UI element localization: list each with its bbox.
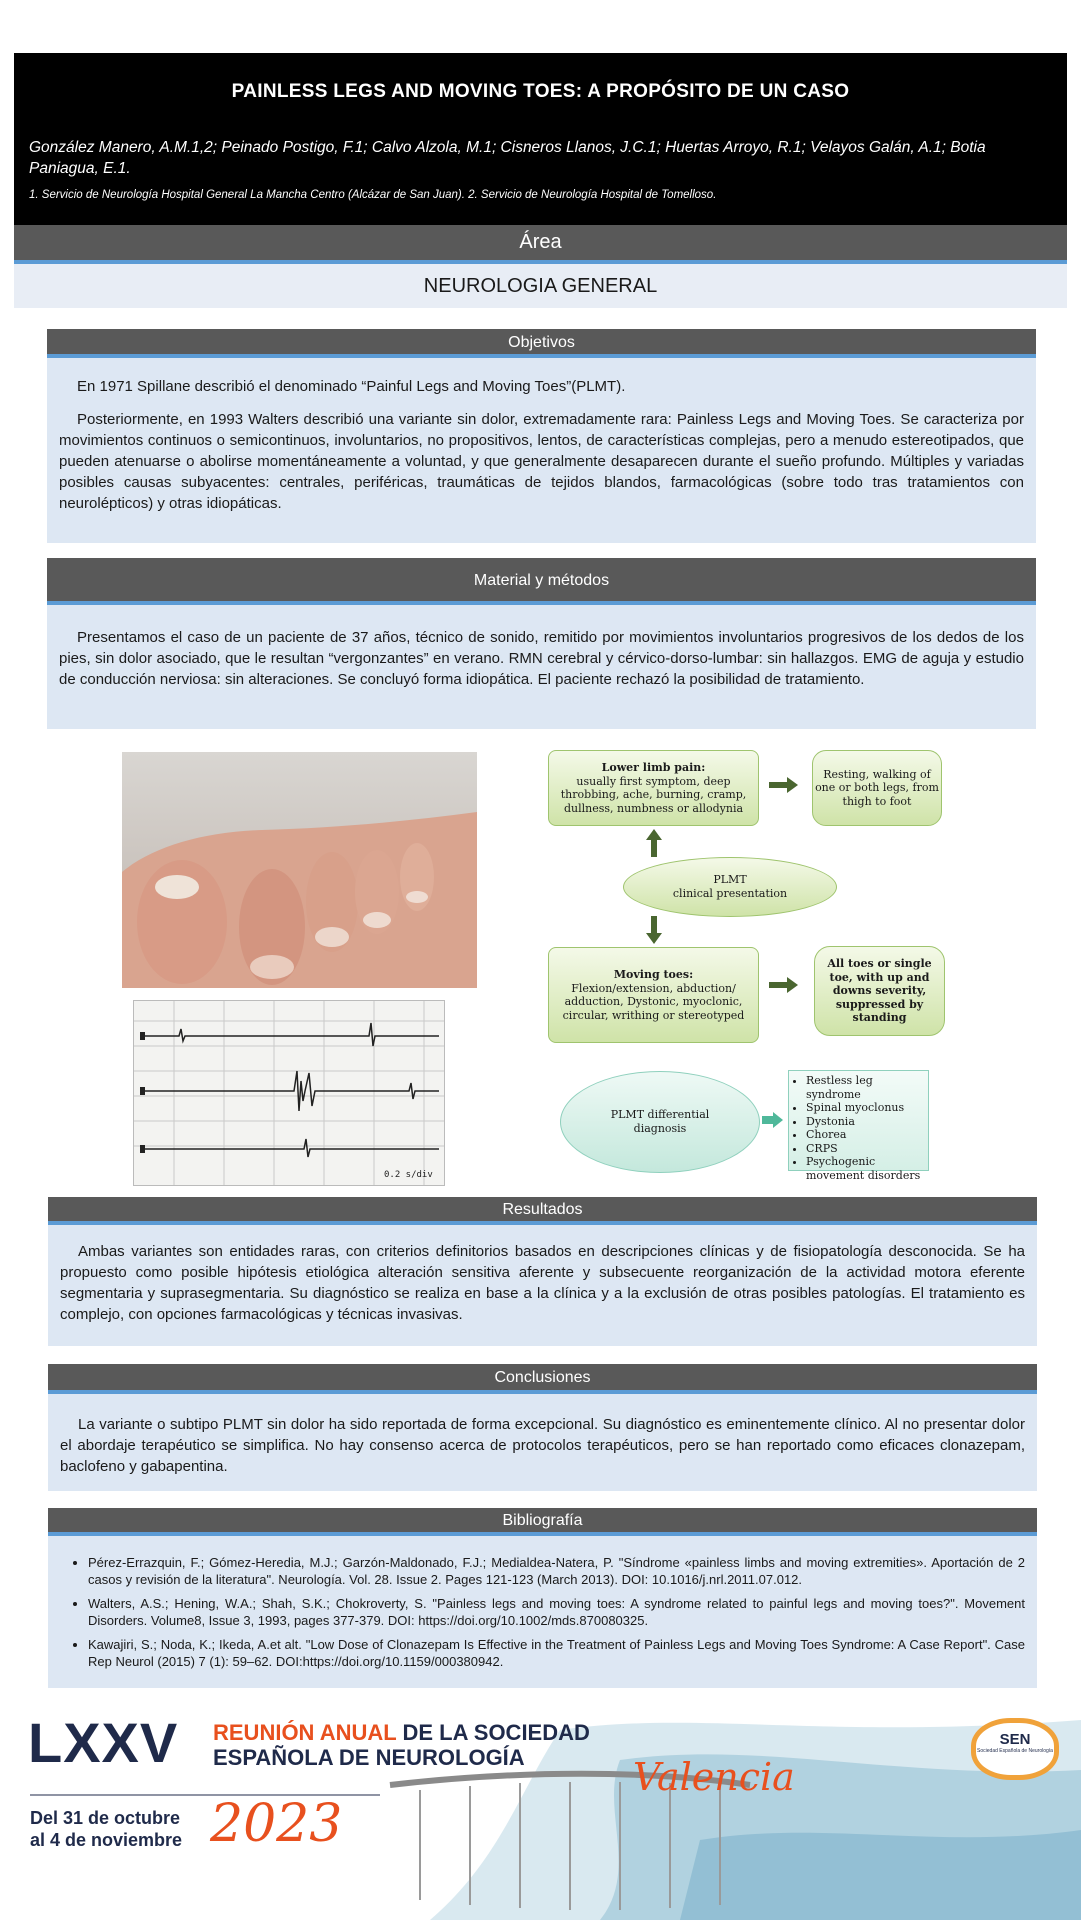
resultados-heading: Resultados <box>48 1197 1037 1225</box>
area-heading: Área <box>14 225 1067 264</box>
lower-limb-pain-title: Lower limb pain: <box>601 761 706 774</box>
arrow-right-icon <box>762 1112 784 1128</box>
resultados-paragraph: Ambas variantes son entidades raras, con criterios definitorios basados en descripciones clínicas y de fisiopatología desconocida. Se ha propuesto como posible hipótesis etiológica alteración sensitiva aferente y subsecuente reorganización de la actividad motora eferente segmentaria y suprasegmentaria. Su diagnóstico se realiza en base a la clínica y a la exclusión de otras posibles patologías. El tratamiento es complejo, con opciones farmacológicas y técnicas invasivas. <box>60 1243 1025 1323</box>
plmt-center-line1: PLMT <box>713 873 747 886</box>
emg-trace <box>133 1000 445 1186</box>
lower-limb-pain-box <box>548 750 759 826</box>
dd-item: • Dystonia <box>806 1115 924 1129</box>
material-body <box>47 605 1036 729</box>
moving-toes-text: Flexion/extension, abduction/ adduction, Dystonic, myoclonic, circular, writhing or stereotyped <box>562 981 745 1022</box>
conclusiones-paragraph: La variante o subtipo PLMT sin dolor ha sido reportada de forma excepcional. Su diagnóstico es eminentemente clínico. Al no presentar dolor el abordaje terapéutico se simplifica. No hay consenso acerca de protocolos terapéuticos, pero se han reportado como eficaces clonazepam, baclofeno y gabapentina. <box>60 1416 1025 1475</box>
arrow-down-icon <box>646 916 662 944</box>
material-heading: Material y métodos <box>47 558 1036 605</box>
congress-dates <box>30 1807 182 1851</box>
differential-diagnosis-title: PLMT differential diagnosis <box>610 1108 710 1135</box>
differential-diagnosis-ellipse <box>560 1071 760 1173</box>
reference-item: • Kawajiri, S.; Noda, K.; Ikeda, A.et alt. "Low Dose of Clonazepam Is Effective in the Treatment of Painless Legs and Moving Toes Syndrome: A Case Report". Case Rep Neurol (2015) 7 (1): 59–62. DOI:https://doi.org/10.1159/000380942. <box>88 1636 1025 1670</box>
arrow-right-icon <box>769 977 799 993</box>
area-value: NEUROLOGIA GENERAL <box>14 264 1067 308</box>
foot-photo <box>122 752 477 988</box>
arrow-up-icon <box>646 829 662 857</box>
plmt-center-line2: clinical presentation <box>672 887 788 900</box>
emg-graph <box>134 1001 444 1185</box>
bibliografia-body <box>48 1536 1037 1688</box>
emg-scale-label: 0.2 s/div <box>384 1170 433 1180</box>
dd-item: • Psychogenic movement disorders <box>806 1155 924 1182</box>
sen-logo-text: SEN <box>999 1731 1031 1748</box>
dd-item: • Spinal myoclonus <box>806 1101 924 1115</box>
objetivos-paragraph-2: Posteriormente, en 1993 Walters describió una variante sin dolor, extremadamente rara: Painless Legs and Moving Toes. Se caracteriza por movimientos continuos o semicontinuos, involuntarios, no propositivos, lentos, de características complejas, pero a menudo estereotipados, que pueden atenuarse o abolirse momentáneamente a voluntad, y que generalmente desaparecen durante el sueño profundo. Múltiples y variadas posibles causas subyacentes: centrales, periféricas, traumáticas de tejidos blandos, farmacológicas (sobre todo tras tratamientos con neurolépticos) y otras idiopáticas. <box>59 411 1024 512</box>
sen-logo-subtext: Sociedad Española de Neurología <box>977 1748 1053 1754</box>
objetivos-paragraph-1: En 1971 Spillane describió el denominado “Painful Legs and Moving Toes”(PLMT). <box>77 378 626 395</box>
congress-name-part-2: DE LA SOCIEDAD <box>402 1720 590 1745</box>
dates-line-1: Del 31 de octubre <box>30 1808 181 1828</box>
congress-banner <box>0 1700 1081 1920</box>
congress-name <box>213 1720 590 1770</box>
dd-item: • CRPS <box>806 1142 924 1156</box>
lower-limb-pain-text: usually first symptom, deep throbbing, ache, burning, cramp, dullness, numbness or allodynia <box>560 774 747 815</box>
congress-name-part-1: REUNIÓN ANUAL <box>213 1720 397 1745</box>
reference-item: • Pérez-Errazquin, F.; Gómez-Heredia, M.J.; Garzón-Maldonado, F.J.; Medialdea-Natera, P. "Síndrome «painless limbs and moving extremities». Aportación de 2 casos y revisión de la literatura". Neurología. Vol. 28. Issue 2. Pages 121-123 (March 2013). DOI: 10.1016/j.nrl.2011.07.012. <box>88 1554 1025 1588</box>
affiliations: 1. Servicio de Neurología Hospital General La Mancha Centro (Alcázar de San Juan). 2. Servicio de Neurología Hospital de Tomelloso. <box>29 189 717 201</box>
poster-header <box>14 53 1067 225</box>
reference-item: • Walters, A.S.; Hening, W.A.; Shah, S.K.; Chokroverty, S. "Painless legs and moving toes: A syndrome related to painful legs and moving toes?". Movement Disorders. Volume8, Issue 3, 1993, pages 377-379. DOI: https://doi.org/10.1002/mds.870080325. <box>88 1595 1025 1629</box>
conclusiones-body <box>48 1394 1037 1491</box>
edition-number: LXXV <box>28 1711 179 1774</box>
dates-line-2: al 4 de noviembre <box>30 1830 183 1850</box>
dd-item: • Chorea <box>806 1128 924 1142</box>
plmt-presentation-ellipse <box>623 857 837 917</box>
foot-illustration <box>122 752 477 988</box>
toes-site-text: All toes or single toe, with up and downs severity, suppressed by standing <box>827 957 932 1025</box>
objetivos-body <box>47 358 1036 543</box>
pain-site-box <box>812 750 942 826</box>
objetivos-heading: Objetivos <box>47 329 1036 358</box>
dd-item: • Restless leg syndrome <box>806 1074 924 1101</box>
congress-name-part-3: ESPAÑOLA DE NEUROLOGÍA <box>213 1745 525 1770</box>
differential-diagnosis-list <box>788 1070 929 1182</box>
moving-toes-box <box>548 947 759 1043</box>
moving-toes-title: Moving toes: <box>613 968 694 981</box>
material-paragraph: Presentamos el caso de un paciente de 37 años, técnico de sonido, remitido por movimientos involuntarios progresivos de los dedos de los pies, sin dolor asociado, que le resultan “vergonzantes” en verano. RMN cerebral y cérvico-dorso-lumbar: sin hallazgos. EMG de aguja y estudio de conducción nerviosa: sin alteraciones. Se concluyó forma idiopática. El paciente rechazó la posibilidad de tratamiento. <box>59 629 1024 688</box>
conclusiones-heading: Conclusiones <box>48 1364 1037 1394</box>
resultados-body <box>48 1225 1037 1346</box>
pain-site-text: Resting, walking of one or both legs, from thigh to foot <box>815 767 939 808</box>
toes-site-box <box>814 946 945 1036</box>
congress-city: Valencia <box>633 1755 795 1799</box>
poster-title: PAINLESS LEGS AND MOVING TOES: A PROPÓSITO DE UN CASO <box>231 81 850 102</box>
congress-year: 2023 <box>210 1794 343 1854</box>
authors: González Manero, A.M.1,2; Peinado Postigo, F.1; Calvo Alzola, M.1; Cisneros Llanos, J.C.1; Huertas Arroyo, R.1; Velayos Galán, A.1; Botia Paniagua, E.1. <box>29 139 986 177</box>
bibliografia-heading: Bibliografía <box>48 1508 1037 1536</box>
sen-logo <box>971 1718 1059 1780</box>
arrow-right-icon <box>769 777 799 793</box>
